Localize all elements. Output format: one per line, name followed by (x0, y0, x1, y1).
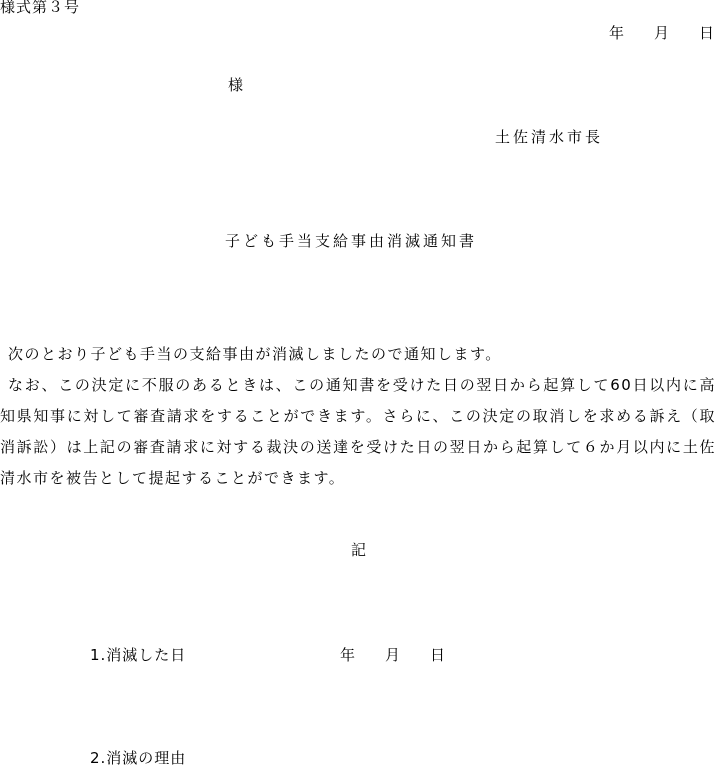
body-paragraph-2: なお、この決定に不服のあるときは、この通知書を受けた日の翌日から起算して60日以内に高知県知事に対して審査請求をすることができます。さらに、この決定の取消しを求める訴え（取消訴訟）は上記の審査請求に対する裁決の送達を受けた日の翌日から起算して６か月以内に土佐清水市を被告として提起することができます。 (0, 376, 716, 487)
item-1-date: 年 月 日 (340, 646, 446, 664)
notice-date: 年 月 日 (608, 24, 714, 42)
recipient-suffix: 様 (228, 76, 244, 94)
item-2-label: 2.消滅の理由 (90, 749, 187, 767)
body-paragraph-1: 次のとおり子ども手当の支給事由が消滅しましたので通知します。 (8, 345, 502, 363)
ki-heading: 記 (351, 541, 367, 559)
issuer-name: 土佐清水市長 (495, 128, 604, 146)
item-1-label: 1.消滅した日 (90, 646, 187, 664)
document-title: 子ども手当支給事由消滅通知書 (225, 232, 478, 250)
notice-body (0, 339, 716, 494)
form-number: 様式第３号 (0, 0, 81, 16)
